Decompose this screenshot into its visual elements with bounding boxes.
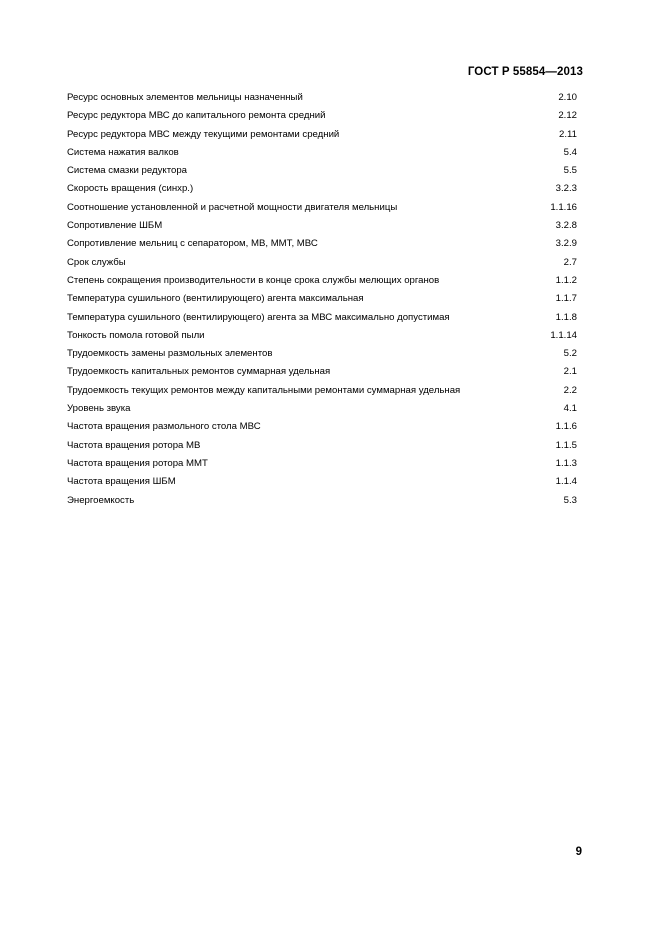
index-term: Температура сушильного (вентилирующего) агента за МВС максимально допустимая <box>67 311 450 323</box>
index-reference: 1.1.7 <box>555 293 577 305</box>
document-standard-header: ГОСТ Р 55854—2013 <box>467 66 583 78</box>
index-term: Трудоемкость текущих ремонтов между капитальными ремонтами суммарная удельная <box>67 384 461 396</box>
index-entry <box>67 457 577 475</box>
index-reference: 5.2 <box>563 348 577 360</box>
index-reference: 2.1 <box>563 366 577 378</box>
index-reference: 1.1.6 <box>555 421 577 433</box>
index-entry <box>67 274 577 292</box>
index-term: Тонкость помола готовой пыли <box>67 329 205 341</box>
index-entry <box>67 237 577 255</box>
index-reference: 2.11 <box>559 128 577 140</box>
index-reference: 2.12 <box>558 110 577 122</box>
index-entry <box>67 347 577 365</box>
index-term: Скорость вращения (синхр.) <box>67 183 194 195</box>
index-entry <box>67 146 577 164</box>
index-entry <box>67 439 577 457</box>
index-reference: 4.1 <box>563 403 577 415</box>
index-term: Сопротивление мельниц с сепаратором, МВ, ММТ, МВС <box>67 238 318 250</box>
index-entry <box>67 329 577 347</box>
index-entry <box>67 91 577 109</box>
index-entry <box>67 475 577 493</box>
index-term: Частота вращения ротора МВ <box>67 439 201 451</box>
index-term: Температура сушильного (вентилирующего) агента максимальная <box>67 293 364 305</box>
index-reference: 1.1.8 <box>555 311 577 323</box>
index-entry <box>67 128 577 146</box>
index-reference: 1.1.2 <box>555 274 577 286</box>
index-term: Частота вращения ШБМ <box>67 476 176 488</box>
index-term: Трудоемкость замены размольных элементов <box>67 348 273 360</box>
index-term: Ресурс редуктора МВС между текущими ремонтами средний <box>67 128 340 140</box>
index-reference: 1.1.5 <box>555 439 577 451</box>
index-reference: 5.5 <box>563 165 577 177</box>
index-term: Ресурс основных элементов мельницы назначенный <box>67 92 303 103</box>
index-reference: 1.1.16 <box>550 201 577 213</box>
index-entry <box>67 219 577 237</box>
index-reference: 5.4 <box>563 146 577 158</box>
index-entry <box>67 256 577 274</box>
alphabetical-index-list <box>67 91 577 512</box>
index-reference: 3.2.8 <box>555 220 577 232</box>
index-term: Трудоемкость капитальных ремонтов суммарная удельная <box>67 366 331 378</box>
index-reference: 1.1.4 <box>555 476 577 488</box>
index-term: Соотношение установленной и расчетной мощности двигателя мельницы <box>67 201 398 213</box>
index-reference: 2.2 <box>563 384 577 396</box>
index-entry <box>67 494 577 512</box>
index-term: Сопротивление ШБМ <box>67 220 163 232</box>
index-term: Частота вращения размольного стола МВС <box>67 421 261 433</box>
index-reference: 2.10 <box>558 92 577 103</box>
index-term: Система смазки редуктора <box>67 165 187 177</box>
index-entry <box>67 109 577 127</box>
index-entry <box>67 365 577 383</box>
index-term: Энергоемкость <box>67 494 135 506</box>
index-entry <box>67 402 577 420</box>
index-reference: 5.3 <box>563 494 577 506</box>
index-reference: 3.2.9 <box>555 238 577 250</box>
index-reference: 3.2.3 <box>555 183 577 195</box>
index-reference: 2.7 <box>563 256 577 268</box>
index-entry <box>67 384 577 402</box>
index-entry <box>67 201 577 219</box>
index-term: Уровень звука <box>67 403 131 415</box>
index-entry <box>67 182 577 200</box>
index-term: Ресурс редуктора МВС до капитального ремонта средний <box>67 110 326 122</box>
index-term: Степень сокращения производительности в конце срока службы мелющих органов <box>67 274 440 286</box>
index-entry <box>67 420 577 438</box>
index-entry <box>67 292 577 310</box>
index-entry <box>67 311 577 329</box>
index-term: Срок службы <box>67 256 126 268</box>
index-reference: 1.1.14 <box>550 329 577 341</box>
index-term: Частота вращения ротора ММТ <box>67 457 208 469</box>
index-reference: 1.1.3 <box>555 457 577 469</box>
index-entry <box>67 164 577 182</box>
index-term: Система нажатия валков <box>67 146 179 158</box>
page-number: 9 <box>575 846 582 858</box>
